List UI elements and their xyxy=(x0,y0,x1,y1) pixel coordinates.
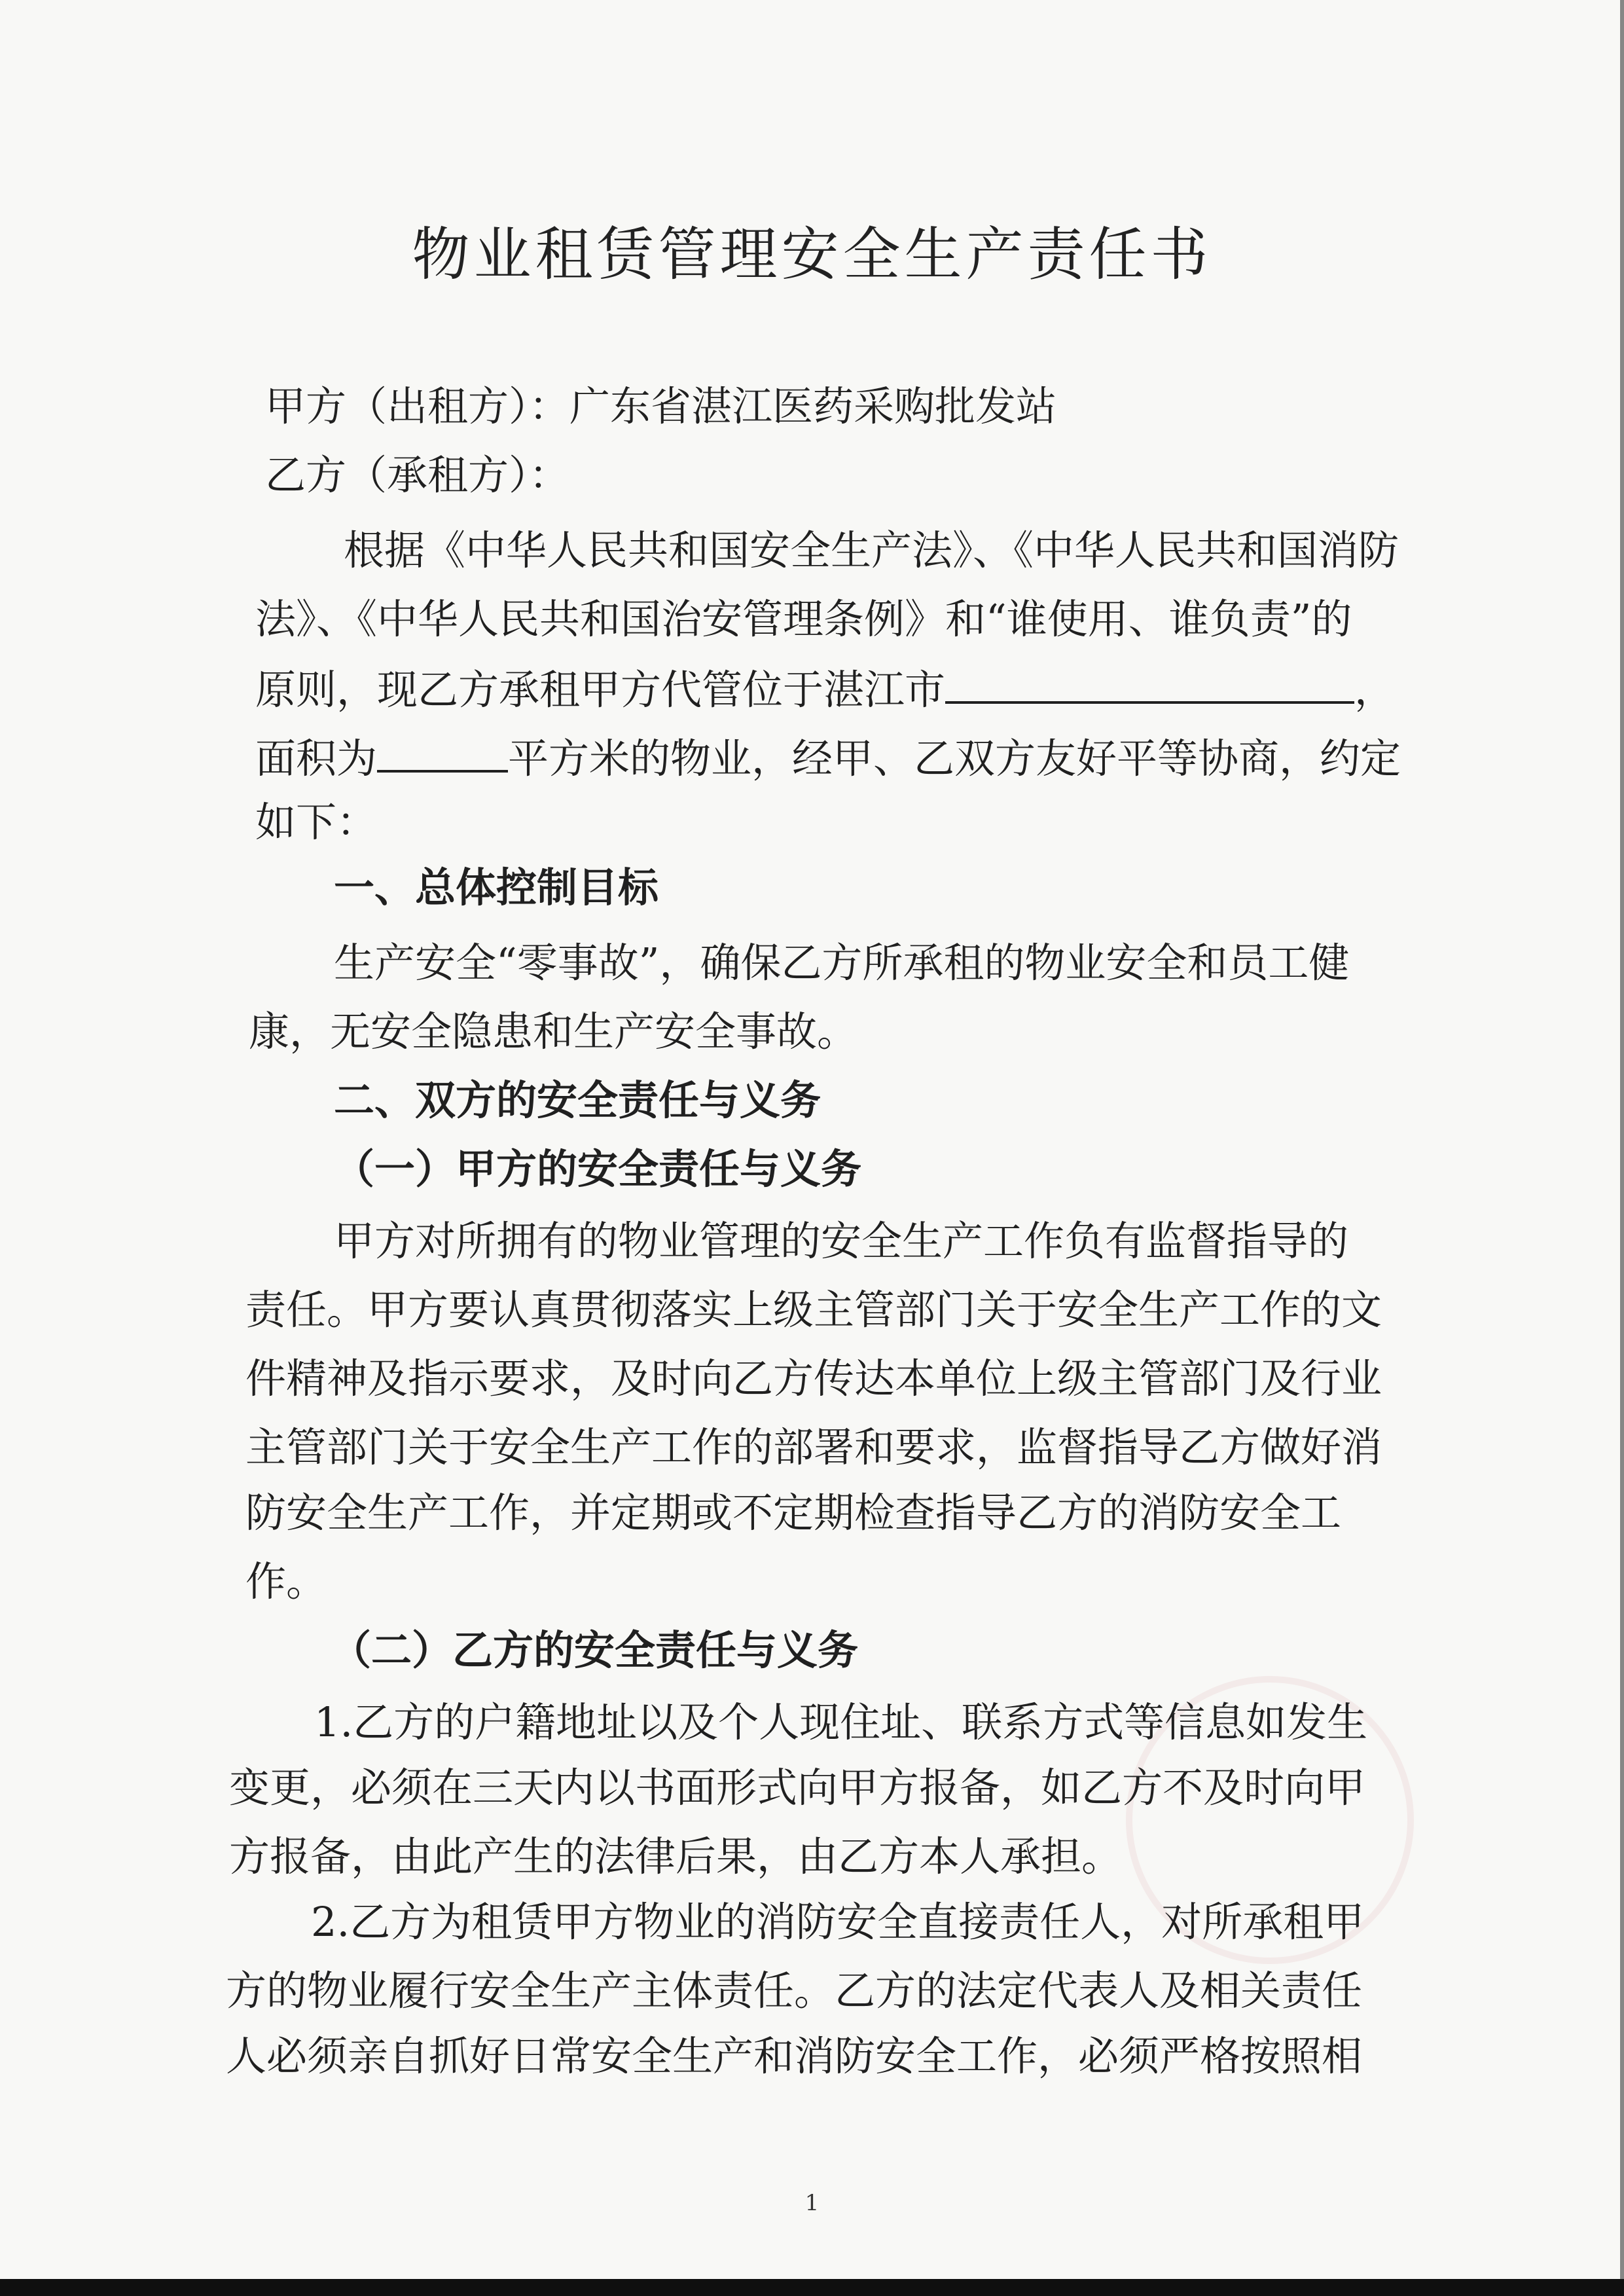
sub-2-item-2-line-2: 方的物业履行安全生产主体责任。乙方的法定代表人及相关责任 xyxy=(226,1967,1363,2014)
sub-2-item-1-line-2: 变更，必须在三天内以书面形式向甲方报备，如乙方不及时向甲 xyxy=(229,1764,1366,1812)
sub-2-item-1-line-1: 1.乙方的户籍地址以及个人现住址、联系方式等信息如发生 xyxy=(314,1698,1368,1746)
intro-line-3-comma: ， xyxy=(1354,666,1396,714)
sub-1-line-3: 件精神及指示要求，及时向乙方传达本单位上级主管部门及行业 xyxy=(245,1355,1382,1402)
section-2-heading: 二、双方的安全责任与义务 xyxy=(334,1076,821,1124)
sub-1-line-6: 作。 xyxy=(245,1558,327,1605)
intro-line-4-text-a: 面积为 xyxy=(255,735,378,782)
sub-1-line-4: 主管部门关于安全生产工作的部署和要求，监督指导乙方做好消 xyxy=(245,1423,1382,1471)
section-2-sub-1-heading: （一）甲方的安全责任与义务 xyxy=(334,1145,862,1193)
intro-line-5: 如下： xyxy=(255,798,378,846)
section-1-line-2: 康，无安全隐患和生产安全事故。 xyxy=(249,1008,858,1055)
sub-2-item-1-line-3: 方报备，由此产生的法律后果，由乙方本人承担。 xyxy=(229,1832,1123,1880)
scan-edge-bottom xyxy=(0,2279,1624,2296)
sub-1-line-5: 防安全生产工作，并定期或不定期检查指导乙方的消防安全工 xyxy=(245,1489,1342,1537)
intro-line-4-text-b: 平方米的物业，经甲、乙双方友好平等协商，约定 xyxy=(508,735,1401,782)
scan-edge-right xyxy=(1620,0,1624,2296)
section-1-heading: 一、总体控制目标 xyxy=(334,864,659,911)
address-blank xyxy=(945,665,1354,704)
intro-line-3 xyxy=(255,665,1396,714)
sub-2-item-2-line-3: 人必须亲自抓好日常安全生产和消防安全工作，必须严格按照相 xyxy=(226,2032,1363,2080)
intro-line-4 xyxy=(255,733,1401,782)
sub-2-item-2-line-1: 2.乙方为租赁甲方物业的消防安全直接责任人，对所承租甲 xyxy=(311,1898,1365,1946)
section-1-line-1: 生产安全“零事故”，确保乙方所承租的物业安全和员工健 xyxy=(334,939,1350,987)
document-title: 物业租赁管理安全生产责任书 xyxy=(412,221,1212,288)
intro-line-1: 根据《中华人民共和国安全生产法》、《中华人民共和国消防 xyxy=(344,526,1399,574)
party-b-line: 乙方（承租方）： xyxy=(265,451,570,499)
page-number: 1 xyxy=(804,2190,820,2216)
section-2-sub-2-heading: （二）乙方的安全责任与义务 xyxy=(331,1626,859,1674)
sub-1-line-2: 责任。甲方要认真贯彻落实上级主管部门关于安全生产工作的文 xyxy=(245,1286,1382,1334)
area-blank xyxy=(377,733,508,773)
intro-line-2: 法》、《中华人民共和国治安管理条例》和“谁使用、谁负责”的 xyxy=(255,595,1352,643)
intro-line-3-text: 原则，现乙方承租甲方代管位于湛江市 xyxy=(255,666,946,714)
sub-1-line-1: 甲方对所拥有的物业管理的安全生产工作负有监督指导的 xyxy=(334,1217,1349,1265)
party-a-line: 甲方（出租方）：广东省湛江医药采购批发站 xyxy=(265,382,1057,430)
